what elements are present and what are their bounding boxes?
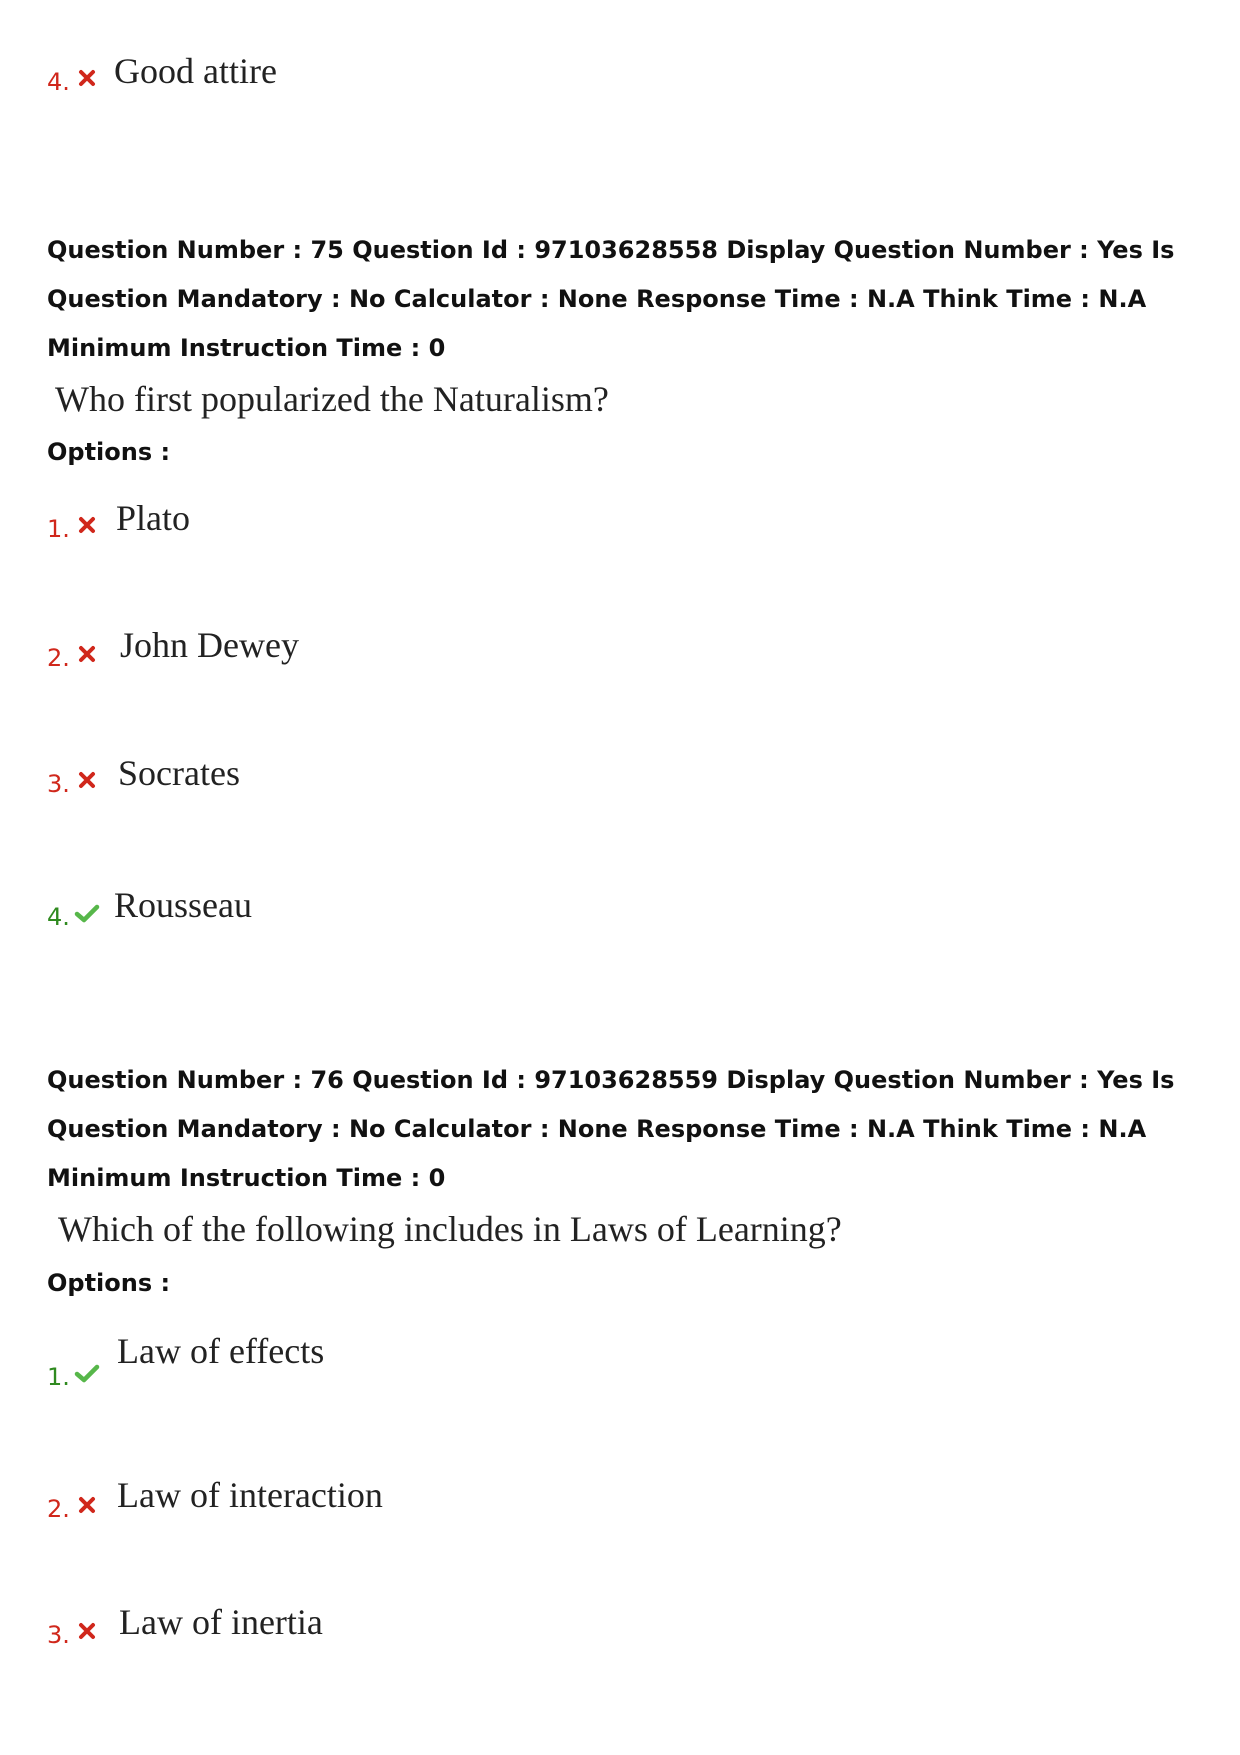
- question-meta: Question Number : 75 Question Id : 97103628558 Display Question Number : Yes Is Question Mandatory : No Calculator : None Response Time : N.A Think Time : N.A Minimum Instruction Time : 0: [47, 236, 1175, 362]
- option-text: Socrates: [118, 753, 240, 793]
- question-text: Who first popularized the Naturalism?: [55, 379, 609, 419]
- check-icon: [74, 902, 100, 924]
- options-label: Options :: [47, 1269, 171, 1297]
- cross-icon: [76, 514, 98, 536]
- option-number: 4.: [47, 68, 70, 96]
- option-number: 2.: [47, 644, 70, 672]
- cross-icon: [76, 1620, 98, 1642]
- option-number: 2.: [47, 1495, 70, 1523]
- option-number: 1.: [47, 1363, 70, 1391]
- option-text: Law of interaction: [117, 1475, 383, 1515]
- check-icon: [74, 1362, 100, 1384]
- option-number: 1.: [47, 515, 70, 543]
- option-number: 4.: [47, 903, 70, 931]
- option-text: Law of effects: [117, 1331, 325, 1371]
- cross-icon: [76, 769, 98, 791]
- option-text: Law of inertia: [119, 1602, 323, 1642]
- cross-icon: [76, 1494, 98, 1516]
- option-number: 3.: [47, 770, 70, 798]
- option-text: John Dewey: [120, 625, 299, 665]
- option-text: Good attire: [114, 51, 277, 91]
- options-label: Options :: [47, 438, 171, 466]
- option-text: Plato: [116, 498, 191, 538]
- question-text: Which of the following includes in Laws of Learning?: [58, 1209, 842, 1249]
- question-meta: Question Number : 76 Question Id : 97103628559 Display Question Number : Yes Is Question Mandatory : No Calculator : None Response Time : N.A Think Time : N.A Minimum Instruction Time : 0: [47, 1066, 1175, 1192]
- cross-icon: [76, 643, 98, 665]
- cross-icon: [76, 67, 98, 89]
- option-number: 3.: [47, 1621, 70, 1649]
- option-text: Rousseau: [114, 885, 252, 925]
